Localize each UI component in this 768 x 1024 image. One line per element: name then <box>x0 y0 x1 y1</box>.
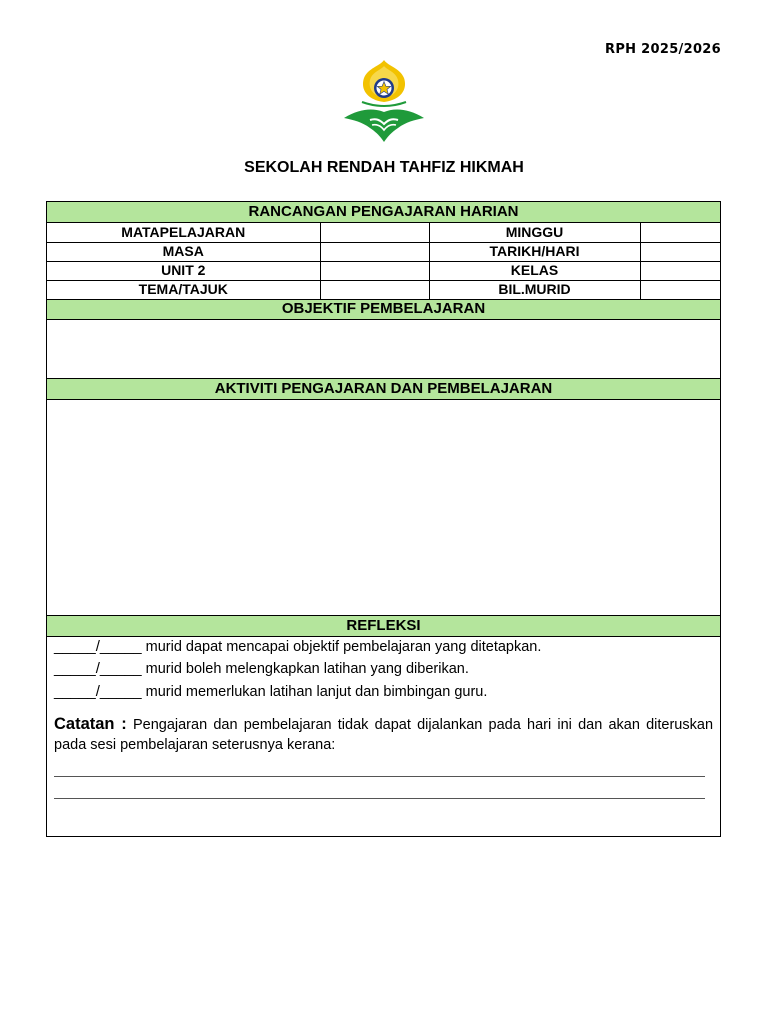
reflection-text: murid dapat mencapai objektif pembelajaran yang ditetapkan. <box>141 638 542 655</box>
info-label: MINGGU <box>429 223 640 242</box>
info-row <box>47 223 721 242</box>
info-label: TARIKH/HARI <box>429 242 640 261</box>
info-table <box>47 223 721 300</box>
info-label: MATAPELAJARAN <box>47 223 320 242</box>
info-value-field[interactable] <box>320 242 429 261</box>
info-value-field[interactable] <box>320 280 429 299</box>
reflection-blank[interactable]: _____/_____ <box>54 682 142 700</box>
info-label: UNIT 2 <box>47 261 320 280</box>
note-paragraph <box>54 714 713 755</box>
form-title: RANCANGAN PENGAJARAN HARIAN <box>47 202 720 223</box>
school-name: SEKOLAH RENDAH TAHFIZ HIKMAH <box>244 159 524 176</box>
reflection-blank[interactable]: _____/_____ <box>54 660 142 677</box>
info-row <box>47 280 721 299</box>
reflection-line <box>54 682 713 705</box>
reflection-header: REFLEKSI <box>47 616 720 637</box>
activity-area[interactable] <box>47 400 720 616</box>
reflection-line <box>54 637 713 660</box>
rph-year-label: RPH 2025/2026 <box>605 42 721 57</box>
info-value-field[interactable] <box>640 242 721 261</box>
school-crest-logo <box>340 58 428 148</box>
reflection-section <box>47 637 720 800</box>
info-label: BIL.MURID <box>429 280 640 299</box>
note-blank-line[interactable] <box>54 755 705 777</box>
reflection-blank[interactable]: _____/_____ <box>54 637 142 655</box>
lesson-plan-form <box>46 201 721 837</box>
reflection-text: murid boleh melengkapkan latihan yang diberikan. <box>141 661 469 677</box>
info-value-field[interactable] <box>320 261 429 280</box>
objective-area[interactable] <box>47 320 720 379</box>
info-label: TEMA/TAJUK <box>47 280 320 299</box>
info-row <box>47 261 721 280</box>
info-value-field[interactable] <box>640 223 721 242</box>
info-label: KELAS <box>429 261 640 280</box>
reflection-text: murid memerlukan latihan lanjut dan bimbingan guru. <box>141 683 488 700</box>
info-value-field[interactable] <box>640 261 721 280</box>
info-row <box>47 242 721 261</box>
activity-header: AKTIVITI PENGAJARAN DAN PEMBELAJARAN <box>47 379 720 400</box>
info-value-field[interactable] <box>640 280 721 299</box>
info-label: MASA <box>47 242 320 261</box>
note-label: Catatan : <box>54 715 127 733</box>
info-value-field[interactable] <box>320 223 429 242</box>
objective-header: OBJEKTIF PEMBELAJARAN <box>47 300 720 320</box>
reflection-line <box>54 659 713 682</box>
note-text: Pengajaran dan pembelajaran tidak dapat dijalankan pada hari ini dan akan diteruskan pada sesi pembelajaran seterusnya kerana: <box>54 717 714 753</box>
note-blank-line[interactable] <box>54 777 705 799</box>
